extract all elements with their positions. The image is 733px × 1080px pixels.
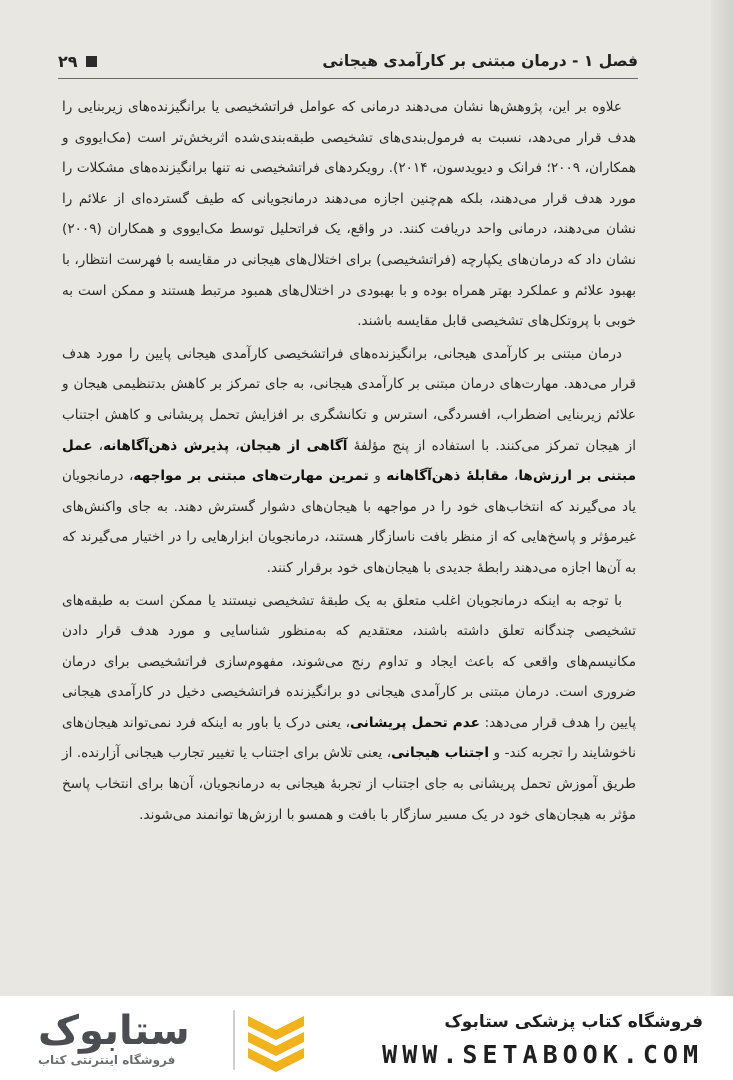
paragraph [62, 586, 636, 831]
text-run: علاوه بر این، پژوهش‌ها نشان می‌دهند درمانی که عوامل فراتشخیصی یا برانگیزنده‌های زیربنایی را هدف قرار می‌دهد، نسبت به فرمول‌بندی‌های تشخیصی طبقه‌بندی‌شده اثربخش‌تر است (مک‌ایووی و همکاران، ۲۰۰۹؛ فرانک و دیویدسون، ۲۰۱۴). رویکردهای فراتشخیصی نه تنها برانگیزنده‌های مشکلات را مورد هدف قرار می‌دهند، بلکه هم‌چنین اجازه می‌دهند درمانجویانی که طیف گسترده‌ای از علائم را نشان می‌دهند، درمانی واحد دریافت کنند. در واقع، یک فراتحلیل توسط مک‌ایووی و همکاران (۲۰۰۹) نشان داد که درمان‌های یکپارچه (فراتشخیصی) برای اختلال‌های هیجانی در مقایسه با فهرست انتظار، با بهبود علائم و عملکرد بهتر همراه بوده و با بهبودی در اختلال‌های همبود مرتبط هستند و ممکن است به خوبی با پروتکل‌های تشخیصی قابل مقایسه باشند. [62, 99, 636, 330]
bold-term: عدم تحمل پریشانی [350, 714, 480, 731]
running-head [58, 48, 638, 74]
page-number: ۲۹ [58, 51, 78, 71]
text-run: ، [229, 437, 240, 454]
page-edge-shadow [711, 0, 733, 996]
chapter-title: فصل ۱ - درمان مبتنی بر کارآمدی هیجانی [322, 52, 638, 70]
watermark-footer [0, 996, 733, 1080]
store-name: فروشگاه کتاب پزشکی ستابوک [444, 1012, 703, 1032]
bold-term: پذیرش ذهن‌آگاهانه [103, 437, 230, 454]
text-run: ، [92, 437, 104, 454]
bold-term: آگاهی از هیجان [239, 437, 348, 454]
text-run: ، درمانجویان یاد می‌گیرند که انتخاب‌های خود را در مواجهه با هیجان‌های دشوار گسترش دهند. به جای واکنش‌های غیرمؤثر و پاسخ‌هایی که از منظر بافت ناسازگار هستند، درمانجویان ابزارهایی را در اختیار می‌گیرند که به آن‌ها اجازه می‌دهند رابطهٔ جدیدی با هیجان‌های خود برقرار کنند. [62, 468, 636, 576]
setabook-logo [18, 1008, 318, 1074]
logo-subtitle: فروشگاه اینترنتی کتاب [38, 1053, 176, 1067]
bold-term: مقابلهٔ ذهن‌آگاهانه [386, 468, 509, 485]
text-run: با توجه به اینکه درمانجویان اغلب متعلق به یک طبقهٔ تشخیصی نیستند یا ممکن است به طبقه‌های تشخیصی چندگانه تعلق داشته باشند، معتقدیم که به‌منظور شناسایی و مورد هدف قرار دادن مکانیسم‌های واقعی که باعث ایجاد و تداوم رنج می‌شوند، مفهوم‌سازی فراتشخیصی برای درمان ضروری است. درمان مبتنی بر کارآمدی هیجانی دو برانگیزنده فراتشخیصی دخیل در کارآمدی هیجانی پایین را هدف قرار می‌دهد: [62, 592, 636, 731]
text-run: و [368, 468, 387, 485]
bold-term: تمرین مهارت‌های مبتنی بر مواجهه [133, 468, 369, 485]
logo-chevron-icon [228, 1008, 308, 1072]
paragraph [62, 92, 636, 337]
store-url: WWW.SETABOOK.COM [382, 1040, 703, 1069]
logo-wordmark: ستابوک [38, 1008, 190, 1054]
page-number-block [58, 52, 97, 71]
square-bullet-icon [86, 56, 97, 67]
header-rule [58, 78, 638, 79]
body-text [62, 92, 636, 832]
text-run: ، [508, 468, 519, 485]
paragraph [62, 339, 636, 584]
text-run: ، یعنی درک یا باور به اینکه فرد نمی‌تواند هیجان‌های ناخوشایند را تجربه کند- و [62, 714, 636, 762]
text-run: درمان مبتنی بر کارآمدی هیجانی، برانگیزنده‌های فراتشخیصی کارآمدی هیجانی پایین را مورد هدف قرار می‌دهد. مهارت‌های درمان مبتنی بر کارآمدی هیجانی، به جای تمرکز بر کاهش بدتنظیمی هیجان و علائم زیربنایی اضطراب، افسردگی، استرس و تکانشگری بر افزایش تحمل پریشانی و کاهش اجتناب از هیجان تمرکز می‌کنند. با استفاده از پنج مؤلفهٔ [62, 345, 636, 454]
text-run: ، یعنی تلاش برای اجتناب یا تغییر تجارب هیجانی آزارنده. از طریق آموزش تحمل پریشانی به جای اجتناب از تجربهٔ هیجانی به درمانجویان، آن‌ها برای انتخاب پاسخ مؤثر به هیجان‌های خود در یک مسیر سازگار با بافت و همسو با ارزش‌ها توانمند می‌شوند. [62, 745, 636, 823]
bold-term: عمل مبتنی بر ارزش‌ها [62, 437, 636, 485]
bold-term: اجتناب هیجانی [391, 745, 490, 762]
